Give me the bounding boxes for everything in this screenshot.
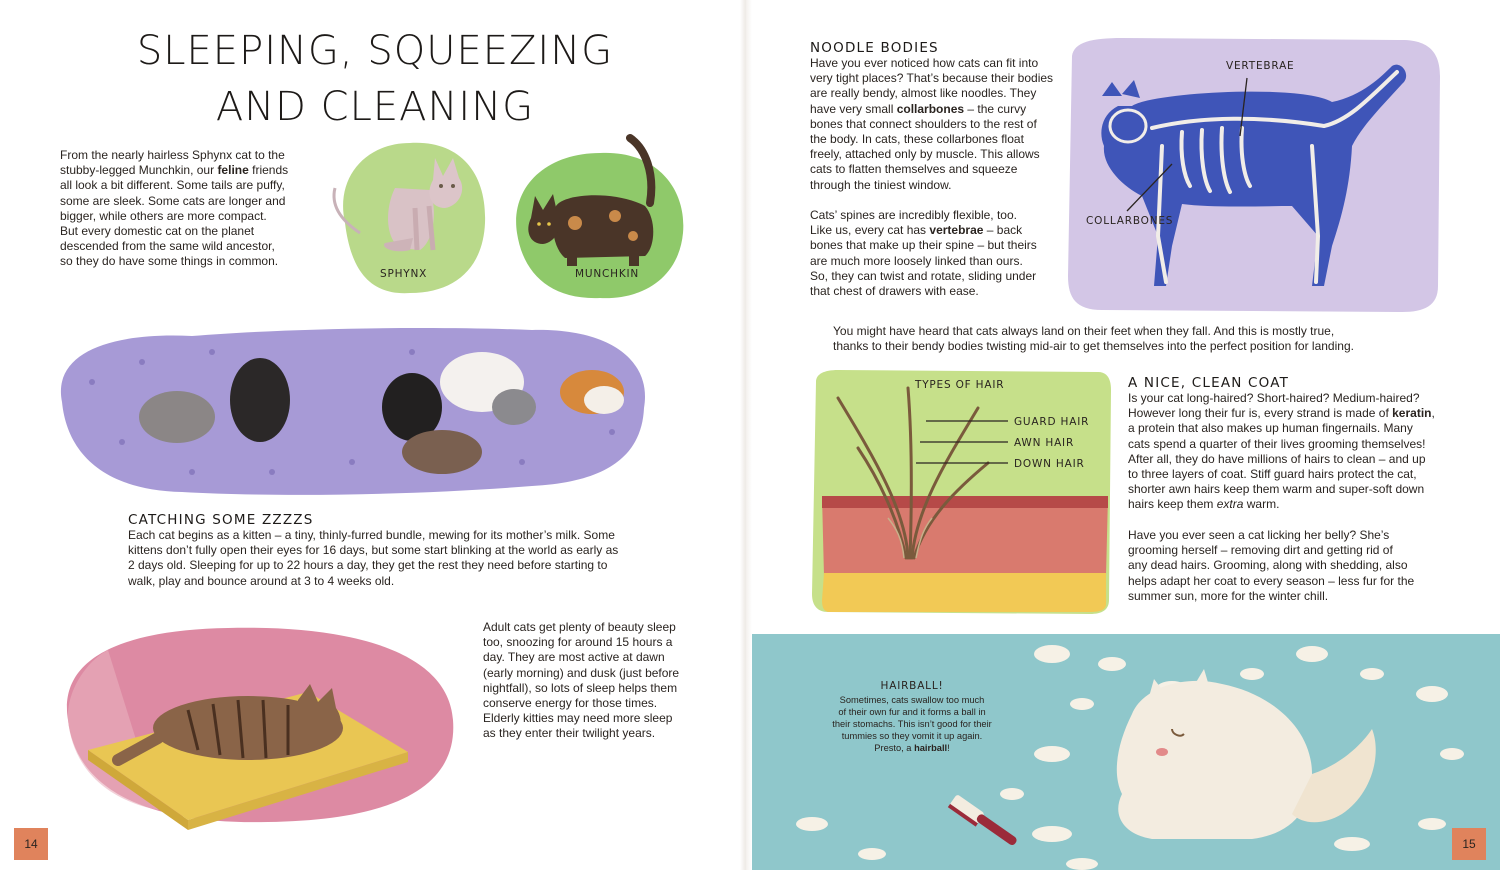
sleeping-tabby-illustration	[48, 610, 468, 840]
intro-paragraph	[60, 148, 320, 270]
noodle-line: have very small collarbones – the curvy	[810, 101, 1027, 116]
zzz-line: 2 days old. Sleeping for up to 22 hours a day, they get the rest they need before starting to	[128, 558, 608, 573]
cat-skeleton-illustration	[1062, 36, 1442, 314]
coat-line: a protein that also makes up human fingernails. Many	[1128, 421, 1413, 436]
noodle-line: are much more loosely linked than ours.	[810, 253, 1023, 268]
zzz-heading: CATCHING SOME ZZZZS	[128, 512, 314, 528]
noodle-line: bones that make up their spine – but theirs	[810, 238, 1037, 253]
page-gutter	[740, 0, 752, 870]
kittens-blanket-illustration	[52, 322, 652, 500]
intro-line: stubby-legged Munchkin, our feline friends	[60, 163, 289, 178]
feline-term: feline	[217, 163, 249, 178]
adult-line: as they enter their twilight years.	[483, 726, 656, 741]
awn-hair-label: AWN HAIR	[1014, 437, 1075, 449]
adult-line: too, snoozing for around 15 hours a	[483, 635, 673, 650]
noodle-line: Have you ever noticed how cats can fit into	[810, 56, 1039, 70]
zzz-line: Each cat begins as a kitten – a tiny, thinly-furred bundle, mewing for its mother’s milk. Some	[128, 528, 615, 542]
sphynx-label: SPHYNX	[380, 268, 428, 280]
coat-line: However long their fur is, every strand is made of keratin,	[1128, 406, 1435, 421]
noodle-line: cats to flatten themselves and squeeze	[810, 162, 1018, 177]
coat-heading: A NICE, CLEAN COAT	[1128, 375, 1290, 391]
intro-line: all look a bit different. Some tails are puffy,	[60, 178, 285, 193]
noodle-heading: NOODLE BODIES	[810, 40, 939, 56]
coat-line: After all, they do have millions of hairs to clean – and up	[1128, 451, 1426, 466]
intro-line: some are sleek. Some cats are longer and	[60, 193, 286, 208]
keratin-term: keratin	[1392, 406, 1432, 421]
coat-paragraph-1	[1128, 391, 1448, 513]
coat-line: Is your cat long-haired? Short-haired? Medium-haired?	[1128, 391, 1420, 405]
hairball-line: Sometimes, cats swallow too much	[839, 695, 985, 705]
hairball-line: their stomachs. This isn’t good for their	[832, 719, 992, 729]
page-number-right: 15	[1452, 828, 1486, 860]
coat-line: any dead hairs. Grooming, along with shedding, also	[1128, 558, 1408, 573]
collarbones-term: collarbones	[896, 101, 965, 116]
page-number-left: 14	[14, 828, 48, 860]
hairball-title: HAIRBALL!	[880, 680, 944, 692]
coat-line: summer sun, more for the winter chill.	[1128, 588, 1329, 603]
noodle-line: that chest of drawers with ease.	[810, 284, 979, 299]
adult-line: conserve energy for those times.	[483, 696, 658, 711]
landing-line: thanks to their bendy bodies twisting mid-air to get themselves into the perfect position for landing.	[833, 339, 1354, 354]
coat-line: helps adapt her coat to every season – less fur for the	[1128, 573, 1415, 588]
intro-line: But every domestic cat on the planet	[60, 224, 255, 239]
adult-line: Elderly kitties may need more sleep	[483, 711, 673, 726]
adult-cats-paragraph	[483, 620, 703, 742]
zzz-paragraph	[128, 528, 668, 589]
noodle-line: bones that connect shoulders to the rest of	[810, 116, 1037, 131]
noodle-line: Cats’ spines are incredibly flexible, too.	[810, 208, 1017, 222]
landing-paragraph	[833, 324, 1453, 354]
noodle-line: very tight places? That’s because their bodies	[810, 71, 1054, 86]
extra-emphasis: extra	[1216, 497, 1244, 512]
adult-line: day. They are most active at dawn	[483, 650, 665, 665]
coat-line: shorter awn hairs keep them warm and super-soft down	[1128, 482, 1425, 497]
collarbones-label: COLLARBONES	[1086, 215, 1174, 227]
down-hair-label: DOWN HAIR	[1014, 458, 1085, 470]
noodle-paragraph-1	[810, 56, 1060, 193]
intro-line: From the nearly hairless Sphynx cat to the	[60, 148, 285, 162]
coat-line: Have you ever seen a cat licking her belly? She’s	[1128, 528, 1390, 542]
coat-line: grooming herself – removing dirt and getting rid of	[1128, 543, 1393, 558]
hairball-term: hairball	[914, 743, 948, 753]
noodle-line: through the tiniest window.	[810, 177, 952, 192]
hairball-line: of their own fur and it forms a ball in	[838, 707, 986, 717]
hairball-line: tummies so they vomit it up again.	[841, 731, 983, 741]
vertebrae-label: VERTEBRAE	[1226, 60, 1295, 72]
guard-hair-label: GUARD HAIR	[1014, 416, 1090, 428]
munchkin-label: MUNCHKIN	[575, 268, 640, 280]
page-title-line-1: SLEEPING, SQUEEZING	[136, 28, 614, 74]
page-title-line-2: AND CLEANING	[215, 84, 535, 130]
coat-line: cats spend a quarter of their lives grooming themselves!	[1128, 436, 1426, 451]
noodle-paragraph-2	[810, 208, 1060, 299]
noodle-line: freely, attached only by muscle. This allows	[810, 147, 1040, 162]
noodle-line: the body. In cats, these collarbones float	[810, 132, 1024, 147]
vertebrae-term: vertebrae	[929, 223, 984, 238]
coat-line: hairs keep them extra warm.	[1128, 497, 1280, 512]
adult-line: Adult cats get plenty of beauty sleep	[483, 620, 676, 634]
noodle-line: Like us, every cat has vertebrae – back	[810, 223, 1023, 238]
intro-line: so they do have some things in common.	[60, 254, 279, 269]
coat-paragraph-2	[1128, 528, 1448, 604]
zzz-line: kittens don’t fully open their eyes for 16 days, but some start blinking at the world as early as	[128, 543, 619, 558]
noodle-line: So, they can twist and rotate, sliding under	[810, 268, 1037, 283]
hair-types-diagram	[808, 368, 1113, 616]
landing-line: You might have heard that cats always land on their feet when they fall. And this is mostly true,	[833, 324, 1335, 338]
noodle-line: are really bendy, almost like noodles. They	[810, 86, 1037, 101]
adult-line: (early morning) and dusk (just before	[483, 665, 680, 680]
coat-line: to three layers of coat. Stiff guard hairs protect the cat,	[1128, 467, 1417, 482]
intro-line: bigger, while others are more compact.	[60, 208, 267, 223]
hairball-line: Presto, a hairball!	[874, 743, 950, 753]
hairball-paragraph	[826, 694, 998, 754]
adult-line: nightfall), so lots of sleep helps them	[483, 680, 678, 695]
intro-line: descended from the same wild ancestor,	[60, 239, 275, 254]
hair-diagram-title: TYPES OF HAIR	[915, 379, 1005, 391]
zzz-line: walk, play and bounce around at 3 to 4 weeks old.	[128, 573, 395, 588]
